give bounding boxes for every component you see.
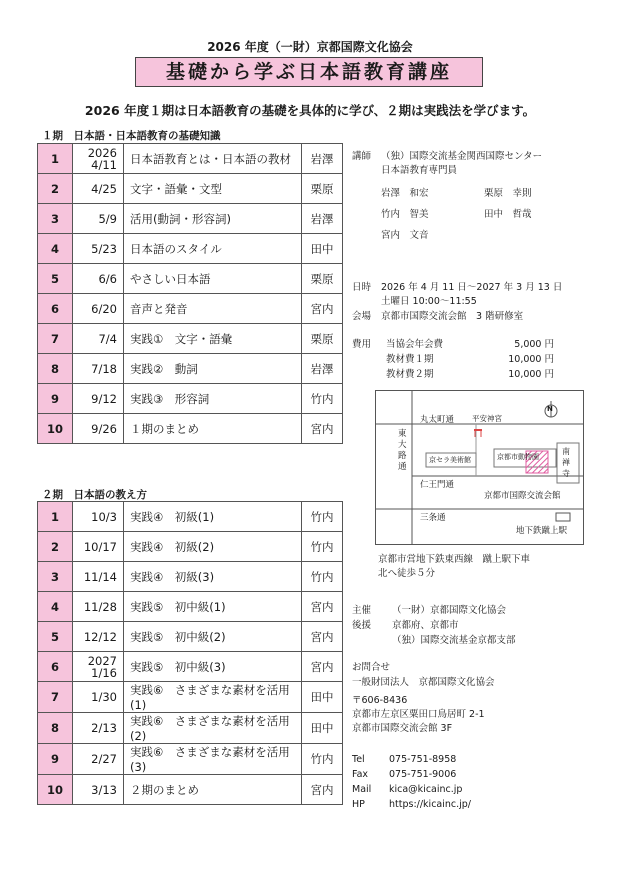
venue-label: 会場 — [352, 311, 372, 322]
session-date: 10/17 — [73, 532, 124, 562]
session-date: 5/23 — [73, 234, 124, 264]
session-topic: 実践⑤ 初中級(1) — [124, 592, 302, 622]
session-topic: １期のまとめ — [124, 414, 302, 444]
lecturer-org: （独）国際交流基金関西国際センター — [381, 151, 543, 162]
host-value: （一財）京都国際文化協会 — [392, 605, 507, 616]
session-number: 4 — [38, 234, 73, 264]
session-number: 10 — [38, 775, 73, 805]
session-date: 9/12 — [73, 384, 124, 414]
session-teacher: 岩澤 — [302, 144, 343, 174]
homepage-link[interactable]: https://kicainc.jp/ — [389, 799, 472, 810]
session-topic: 実践⑥ さまざまな素材を活用(1) — [124, 682, 302, 713]
map-label-zoo: 京都市動物園 — [497, 453, 539, 461]
session-date: 2/27 — [73, 744, 124, 775]
session-teacher: 竹内 — [302, 562, 343, 592]
session-teacher: 岩澤 — [302, 204, 343, 234]
session-date: 11/14 — [73, 562, 124, 592]
support-value: （独）国際交流基金京都支部 — [392, 635, 516, 646]
venue-value: 京都市国際交流会館 3 階研修室 — [381, 311, 524, 322]
fee-amount: 5,000 円 — [514, 339, 554, 350]
period1-row — [38, 204, 343, 234]
session-topic: 活用(動詞・形容詞) — [124, 204, 302, 234]
session-teacher: 田中 — [302, 682, 343, 713]
period1-table — [37, 143, 343, 444]
session-number: 5 — [38, 622, 73, 652]
session-topic: 実践⑥ さまざまな素材を活用(2) — [124, 713, 302, 744]
session-teacher: 田中 — [302, 713, 343, 744]
period1-row — [38, 264, 343, 294]
session-number: 3 — [38, 204, 73, 234]
session-date: 11/28 — [73, 592, 124, 622]
session-topic: 実践③ 形容詞 — [124, 384, 302, 414]
period2-row — [38, 652, 343, 682]
time-value: 土曜日 10:00～11:55 — [381, 296, 477, 307]
period2-row — [38, 775, 343, 805]
session-number: 1 — [38, 144, 73, 174]
session-number: 6 — [38, 294, 73, 324]
contact-org: 一般財団法人 京都国際文化協会 — [352, 677, 495, 688]
map-label-higashioji: 東大路通 — [398, 429, 407, 472]
tel-value: 075-751-8958 — [389, 754, 457, 765]
session-teacher: 栗原 — [302, 174, 343, 204]
session-date: 4/25 — [73, 174, 124, 204]
period2-row — [38, 562, 343, 592]
period2-heading: ２期 日本語の教え方 — [42, 489, 147, 501]
session-number: 7 — [38, 324, 73, 354]
map-label-marutamachi: 丸太町通 — [420, 415, 455, 425]
session-teacher: 竹内 — [302, 384, 343, 414]
session-teacher: 宮内 — [302, 592, 343, 622]
map-label-heian: 平安神宮 — [472, 414, 502, 423]
mail-label: Mail — [352, 784, 372, 795]
support-label: 後援 — [352, 620, 372, 631]
period1-row — [38, 414, 343, 444]
access-line: 北へ徒歩５分 — [378, 568, 436, 579]
session-teacher: 宮内 — [302, 294, 343, 324]
session-number: 2 — [38, 532, 73, 562]
session-number: 8 — [38, 713, 73, 744]
fee-label: 費用 — [352, 339, 372, 350]
mail-link[interactable]: kica@kicainc.jp — [389, 784, 463, 795]
session-date: 7/18 — [73, 354, 124, 384]
lecturer-name: 栗原 幸則 — [484, 188, 532, 199]
session-date: 1/30 — [73, 682, 124, 713]
session-number: 6 — [38, 652, 73, 682]
session-date: 3/13 — [73, 775, 124, 805]
session-topic: 実践① 文字・語彙 — [124, 324, 302, 354]
date-value: 2026 年 4 月 11 日～2027 年 3 月 13 日 — [381, 282, 563, 293]
period2-row — [38, 744, 343, 775]
lecturer-org-role: 日本語教育専門員 — [381, 165, 458, 176]
session-topic: 実践④ 初級(2) — [124, 532, 302, 562]
session-topic: 実践⑤ 初中級(3) — [124, 652, 302, 682]
session-topic: 文字・語彙・文型 — [124, 174, 302, 204]
session-teacher: 栗原 — [302, 324, 343, 354]
period1-row — [38, 354, 343, 384]
fee-amount: 10,000 円 — [508, 369, 554, 380]
period2-row — [38, 532, 343, 562]
session-number: 5 — [38, 264, 73, 294]
session-topic: ２期のまとめ — [124, 775, 302, 805]
tel-label: Tel — [352, 754, 365, 765]
period1-row — [38, 294, 343, 324]
session-number: 8 — [38, 354, 73, 384]
session-date: 2026 4/11 — [73, 144, 124, 174]
session-topic: 実践⑤ 初中級(2) — [124, 622, 302, 652]
session-topic: 日本語のスタイル — [124, 234, 302, 264]
organization-title: 2026 年度（一財）京都国際文化協会 — [207, 40, 413, 54]
session-number: 1 — [38, 502, 73, 532]
fee-amount: 10,000 円 — [508, 354, 554, 365]
session-date: 5/9 — [73, 204, 124, 234]
session-topic: やさしい日本語 — [124, 264, 302, 294]
fee-name: 教材費２期 — [386, 369, 434, 380]
north-arrow-icon: N — [547, 405, 553, 413]
period2-table — [37, 501, 343, 805]
fee-name: 当協会年会費 — [386, 339, 444, 350]
contact-heading: お問合せ — [352, 662, 391, 673]
fax-value: 075-751-9006 — [389, 769, 457, 780]
session-topic: 日本語教育とは・日本語の教材 — [124, 144, 302, 174]
contact-zip: 〒606-8436 — [352, 695, 408, 706]
session-number: 4 — [38, 592, 73, 622]
session-date: 12/12 — [73, 622, 124, 652]
session-date: 10/3 — [73, 502, 124, 532]
map-label-sanjo: 三条通 — [420, 513, 446, 523]
session-teacher: 宮内 — [302, 652, 343, 682]
session-teacher: 宮内 — [302, 414, 343, 444]
contact-address: 京都市国際交流会館 3F — [352, 723, 453, 734]
lecturer-name: 田中 哲哉 — [484, 209, 532, 220]
session-topic: 音声と発音 — [124, 294, 302, 324]
session-number: 2 — [38, 174, 73, 204]
map-label-keage: 地下鉄蹴上駅 — [516, 526, 568, 536]
period1-row — [38, 234, 343, 264]
fee-name: 教材費１期 — [386, 354, 434, 365]
session-number: 10 — [38, 414, 73, 444]
session-topic: 実践② 動詞 — [124, 354, 302, 384]
period2-row — [38, 592, 343, 622]
map-label-nanzenji: 南禅寺 — [562, 447, 570, 478]
lecturer-name: 宮内 文音 — [381, 230, 429, 241]
access-map — [375, 390, 584, 545]
session-number: 9 — [38, 384, 73, 414]
period2-row — [38, 502, 343, 532]
session-teacher: 宮内 — [302, 622, 343, 652]
support-value: 京都府、京都市 — [392, 620, 459, 631]
period2-row — [38, 713, 343, 744]
session-topic: 実践⑥ さまざまな素材を活用(3) — [124, 744, 302, 775]
period1-row — [38, 174, 343, 204]
course-subtitle: 2026 年度１期は日本語教育の基礎を具体的に学び、２期は実践法を学びます。 — [84, 103, 536, 118]
session-date: 6/20 — [73, 294, 124, 324]
map-label-kyocera: 京セラ美術館 — [429, 456, 471, 464]
host-label: 主催 — [352, 605, 372, 616]
session-date: 9/26 — [73, 414, 124, 444]
lecturer-label: 講師 — [352, 151, 372, 162]
session-teacher: 宮内 — [302, 775, 343, 805]
lecturer-name: 竹内 智美 — [381, 209, 429, 220]
hp-label: HP — [352, 799, 365, 810]
contact-address: 京都市左京区粟田口鳥居町 2-1 — [352, 709, 485, 720]
session-number: 3 — [38, 562, 73, 592]
session-date: 6/6 — [73, 264, 124, 294]
period1-heading: １期 日本語・日本語教育の基礎知識 — [42, 130, 221, 142]
session-topic: 実践④ 初級(3) — [124, 562, 302, 592]
session-teacher: 竹内 — [302, 532, 343, 562]
session-date: 7/4 — [73, 324, 124, 354]
map-label-niomon: 仁王門通 — [420, 480, 455, 490]
session-teacher: 竹内 — [302, 502, 343, 532]
period2-row — [38, 622, 343, 652]
fax-label: Fax — [352, 769, 369, 780]
session-topic: 実践④ 初級(1) — [124, 502, 302, 532]
session-teacher: 岩澤 — [302, 354, 343, 384]
session-number: 7 — [38, 682, 73, 713]
session-date: 2027 1/16 — [73, 652, 124, 682]
date-label: 日時 — [352, 282, 372, 293]
map-label-kaikan: 京都市国際交流会館 — [484, 491, 561, 501]
period1-row — [38, 324, 343, 354]
session-teacher: 竹内 — [302, 744, 343, 775]
period2-row — [38, 682, 343, 713]
period1-row — [38, 144, 343, 174]
period1-row — [38, 384, 343, 414]
access-line: 京都市営地下鉄東西線 蹴上駅下車 — [378, 554, 531, 565]
lecturer-name: 岩澤 和宏 — [381, 188, 429, 199]
session-teacher: 栗原 — [302, 264, 343, 294]
session-date: 2/13 — [73, 713, 124, 744]
session-number: 9 — [38, 744, 73, 775]
course-title: 基礎から学ぶ日本語教育講座 — [135, 57, 483, 87]
session-teacher: 田中 — [302, 234, 343, 264]
